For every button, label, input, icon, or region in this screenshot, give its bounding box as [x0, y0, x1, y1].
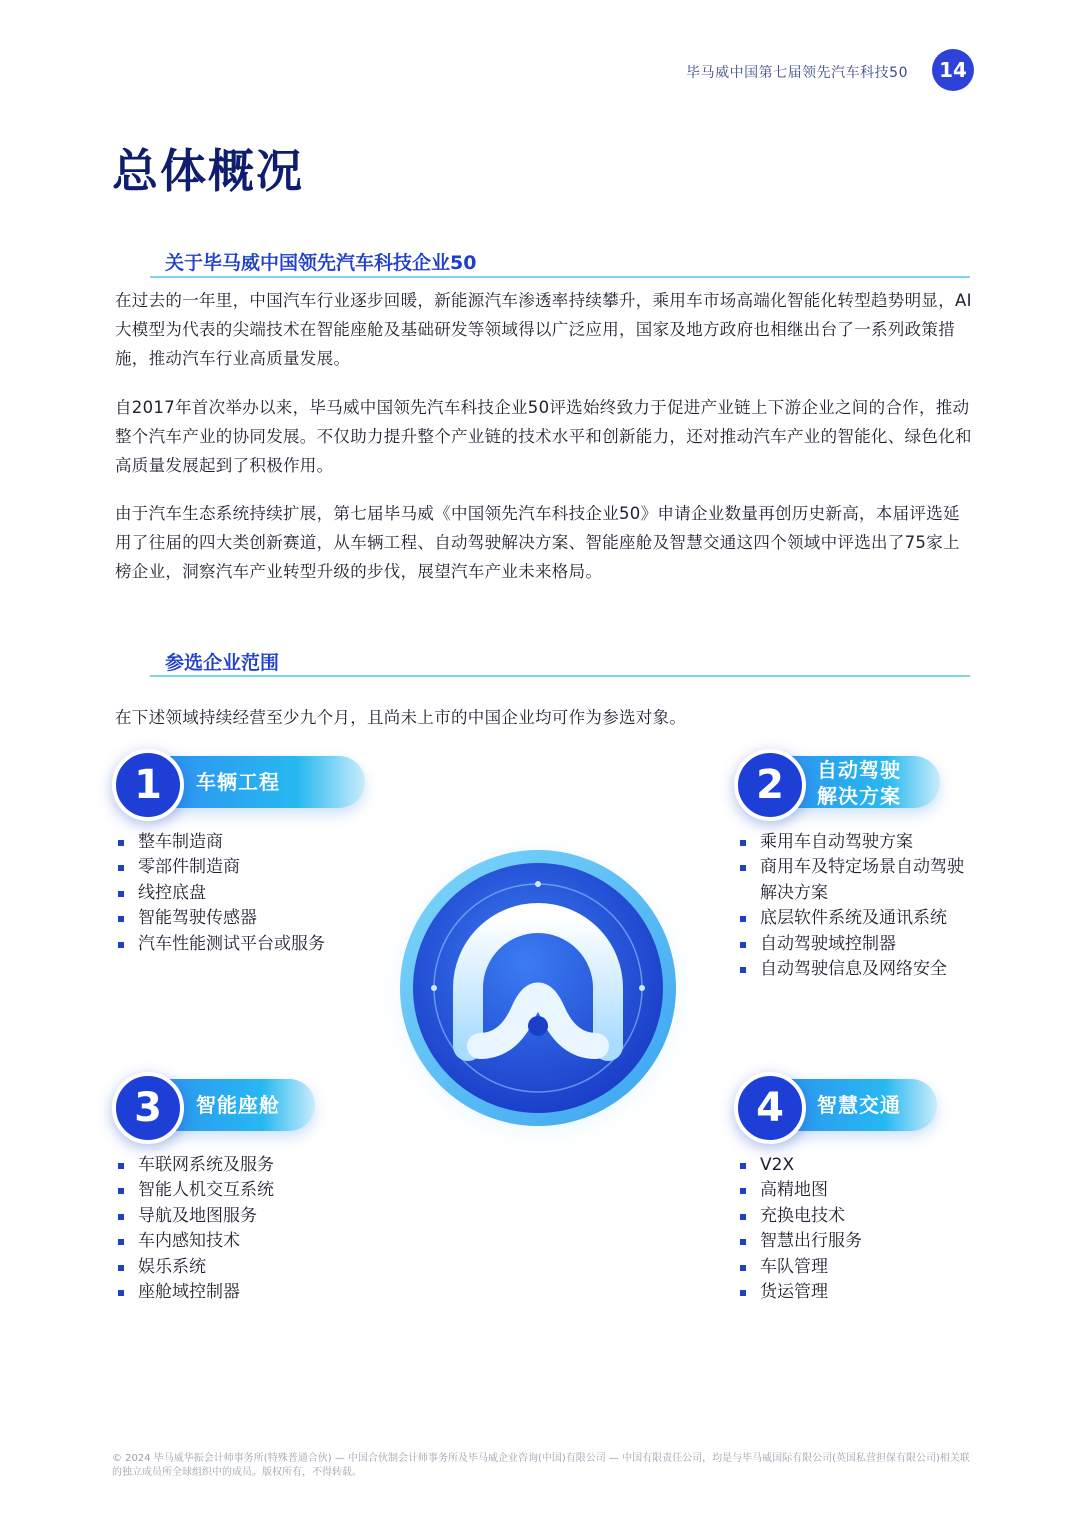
square-bullet-icon: [118, 1163, 124, 1169]
paragraph-seventh-edition: 由于汽车生态系统持续扩展，第七届毕马威《中国领先汽车科技企业50》申请企业数量再创历史新高，本届评选延用了往届的四大类创新赛道，从车辆工程、自动驾驶解决方案、智能座舱及智慧交通这四个领域中评选出了75家上榜企业，洞察汽车产业转型升级的步伐，展望汽车产业未来格局。: [115, 504, 960, 581]
list-item: 货运管理: [737, 1280, 862, 1305]
square-bullet-icon: [118, 1290, 124, 1296]
square-bullet-icon: [740, 967, 746, 973]
list-item: 充换电技术: [737, 1204, 862, 1229]
list-item: 乘用车自动驾驶方案: [737, 830, 967, 855]
square-bullet-icon: [740, 865, 746, 871]
list-item: 自动驾驶信息及网络安全: [737, 957, 967, 982]
square-bullet-icon: [740, 916, 746, 922]
square-bullet-icon: [740, 1265, 746, 1271]
square-bullet-icon: [118, 1239, 124, 1245]
category-number: 4: [734, 1072, 806, 1144]
list-item: 智能人机交互系统: [115, 1178, 274, 1203]
report-title: 毕马威中国第七届领先汽车科技50: [686, 65, 908, 81]
square-bullet-icon: [118, 942, 124, 948]
category-title: 车辆工程: [196, 770, 280, 794]
square-bullet-icon: [740, 942, 746, 948]
list-item: 底层软件系统及通讯系统: [737, 906, 967, 931]
section-divider: [150, 675, 970, 677]
category-number: 2: [734, 749, 806, 821]
list-item: 汽车性能测试平台或服务: [115, 932, 325, 957]
square-bullet-icon: [118, 916, 124, 922]
category-title-line2: 解决方案: [817, 784, 901, 808]
square-bullet-icon: [740, 1163, 746, 1169]
scope-intro: 在下述领域持续经营至少九个月，且尚未上市的中国企业均可作为参选对象。: [115, 708, 687, 727]
section-divider: [150, 276, 970, 278]
copyright-footer: © 2024 毕马威华振会计师事务所(特殊普通合伙) — 中国合伙制会计师事务所及毕马威企业咨询(中国)有限公司 — 中国有限责任公司，均是与毕马威国际有限公司(英国私营担保有限公司)相关联的独立成员所全球组织中的成员。版权所有，不得转载。: [112, 1453, 970, 1478]
category-title-line1: 自动驾驶: [817, 758, 901, 782]
category-title: 智慧交通: [817, 1093, 901, 1117]
square-bullet-icon: [740, 840, 746, 846]
square-bullet-icon: [740, 1214, 746, 1220]
list-item: 车内感知技术: [115, 1229, 274, 1254]
paragraph-history: 自2017年首次举办以来，毕马威中国领先汽车科技企业50评选始终致力于促进产业链上下游企业之间的合作，推动整个汽车产业的协同发展。不仅助力提升整个产业链的技术水平和创新能力，还对推动汽车产业的智能化、绿色化和高质量发展起到了积极作用。: [115, 398, 972, 475]
list-item: 整车制造商: [115, 830, 325, 855]
list-item: 座舱域控制器: [115, 1280, 274, 1305]
square-bullet-icon: [740, 1290, 746, 1296]
list-item: 自动驾驶域控制器: [737, 932, 967, 957]
square-bullet-icon: [118, 891, 124, 897]
category-title: 智能座舱: [196, 1093, 280, 1117]
list-item: 车联网系统及服务: [115, 1153, 274, 1178]
square-bullet-icon: [118, 865, 124, 871]
list-item: 智慧出行服务: [737, 1229, 862, 1254]
paragraph-intro: 在过去的一年里，中国汽车行业逐步回暖，新能源汽车渗透率持续攀升，乘用车市场高端化智能化转型趋势明显，AI大模型为代表的尖端技术在智能座舱及基础研发等领域得以广泛应用，国家及地方政府也相继出台了一系列政策措施，推动汽车行业高质量发展。: [115, 291, 972, 368]
list-item: 娱乐系统: [115, 1255, 274, 1280]
page-number-badge: 14: [932, 49, 974, 91]
list-item: 高精地图: [737, 1178, 862, 1203]
page-title: 总体概况: [112, 144, 304, 198]
list-item: 零部件制造商: [115, 855, 325, 880]
section-heading-about: 关于毕马威中国领先汽车科技企业50: [165, 252, 477, 274]
kpmg-auto-tech-emblem-icon: [368, 818, 708, 1158]
list-item: 导航及地图服务: [115, 1204, 274, 1229]
list-item: 智能驾驶传感器: [115, 906, 325, 931]
section-heading-scope: 参选企业范围: [165, 652, 280, 674]
category-items: [115, 830, 325, 957]
square-bullet-icon: [118, 1214, 124, 1220]
category-number: 1: [112, 749, 184, 821]
list-item: 线控底盘: [115, 881, 325, 906]
square-bullet-icon: [740, 1239, 746, 1245]
square-bullet-icon: [740, 1188, 746, 1194]
square-bullet-icon: [118, 840, 124, 846]
category-number: 3: [112, 1072, 184, 1144]
square-bullet-icon: [118, 1188, 124, 1194]
square-bullet-icon: [118, 1265, 124, 1271]
list-item: 车队管理: [737, 1255, 862, 1280]
category-items: [737, 830, 967, 982]
list-item: V2X: [737, 1153, 862, 1178]
list-item: 商用车及特定场景自动驾驶解决方案: [737, 855, 967, 906]
category-items: [737, 1153, 862, 1305]
category-items: [115, 1153, 274, 1305]
